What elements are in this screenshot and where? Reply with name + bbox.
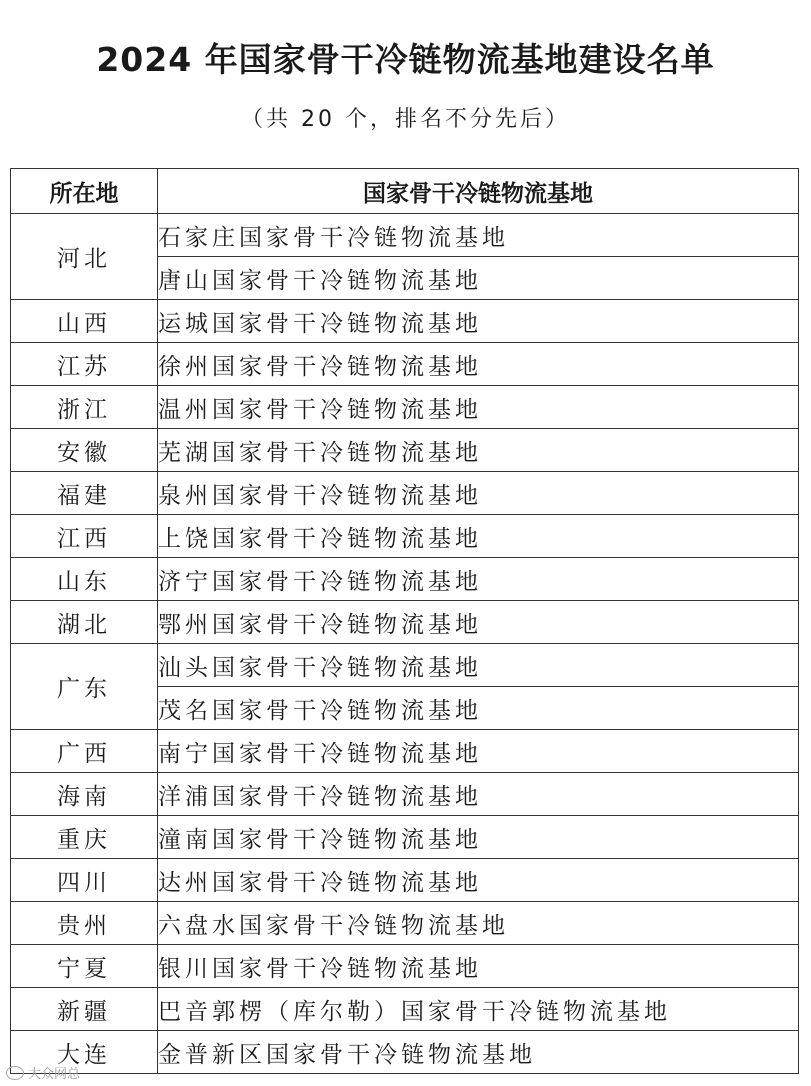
province-cell: 大连 [11,1031,158,1074]
province-cell: 江苏 [11,343,158,386]
province-cell: 河北 [11,214,158,300]
base-name-cell: 芜湖国家骨干冷链物流基地 [158,429,799,472]
base-name-cell: 达州国家骨干冷链物流基地 [158,859,799,902]
province-cell: 山西 [11,300,158,343]
province-cell: 广西 [11,730,158,773]
table-row [11,816,799,859]
base-name-cell: 济宁国家骨干冷链物流基地 [158,558,799,601]
table-row [11,601,799,644]
base-name-cell: 茂名国家骨干冷链物流基地 [158,687,799,730]
province-cell: 海南 [11,773,158,816]
table-header-row [11,169,799,214]
page-title: 2024 年国家骨干冷链物流基地建设名单 [96,40,715,79]
table-row [11,558,799,601]
table-row [11,859,799,902]
table-row [11,515,799,558]
table-row [11,730,799,773]
table-body [11,214,799,1074]
base-name-cell: 汕头国家骨干冷链物流基地 [158,644,799,687]
header-location: 所在地 [11,169,158,214]
province-cell: 山东 [11,558,158,601]
province-cell: 福建 [11,472,158,515]
province-cell: 湖北 [11,601,158,644]
base-name-cell: 徐州国家骨干冷链物流基地 [158,343,799,386]
base-name-cell: 上饶国家骨干冷链物流基地 [158,515,799,558]
province-cell: 宁夏 [11,945,158,988]
header-base: 国家骨干冷链物流基地 [158,169,799,214]
base-list-table [10,168,799,1074]
base-name-cell: 泉州国家骨干冷链物流基地 [158,472,799,515]
base-name-cell: 洋浦国家骨干冷链物流基地 [158,773,799,816]
province-cell: 贵州 [11,902,158,945]
base-name-cell: 潼南国家骨干冷链物流基地 [158,816,799,859]
province-cell: 安徽 [11,429,158,472]
province-cell: 广东 [11,644,158,730]
base-name-cell: 唐山国家骨干冷链物流基地 [158,257,799,300]
province-cell: 新疆 [11,988,158,1031]
table-row [11,902,799,945]
province-cell: 浙江 [11,386,158,429]
table-row [11,429,799,472]
base-name-cell: 鄂州国家骨干冷链物流基地 [158,601,799,644]
table-row [11,773,799,816]
table-row [11,386,799,429]
province-cell: 重庆 [11,816,158,859]
base-name-cell: 银川国家骨干冷链物流基地 [158,945,799,988]
table-row [11,343,799,386]
base-name-cell: 温州国家骨干冷链物流基地 [158,386,799,429]
table-row [11,1031,799,1074]
table-row [11,472,799,515]
base-name-cell: 六盘水国家骨干冷链物流基地 [158,902,799,945]
watermark-text: 大众网总 [28,1067,81,1082]
table-row [11,214,799,257]
base-name-cell: 金普新区国家骨干冷链物流基地 [158,1031,799,1074]
table-row [11,644,799,687]
page-subtitle: （共 20 个，排名不分先后） [241,107,570,132]
table-row [11,945,799,988]
base-name-cell: 巴音郭楞（库尔勒）国家骨干冷链物流基地 [158,988,799,1031]
base-name-cell: 石家庄国家骨干冷链物流基地 [158,214,799,257]
base-name-cell: 运城国家骨干冷链物流基地 [158,300,799,343]
base-name-cell: 南宁国家骨干冷链物流基地 [158,730,799,773]
table-row [11,300,799,343]
watermark [6,1063,80,1082]
table-row [11,988,799,1031]
watermark-logo-icon [6,1066,24,1080]
province-cell: 四川 [11,859,158,902]
province-cell: 江西 [11,515,158,558]
